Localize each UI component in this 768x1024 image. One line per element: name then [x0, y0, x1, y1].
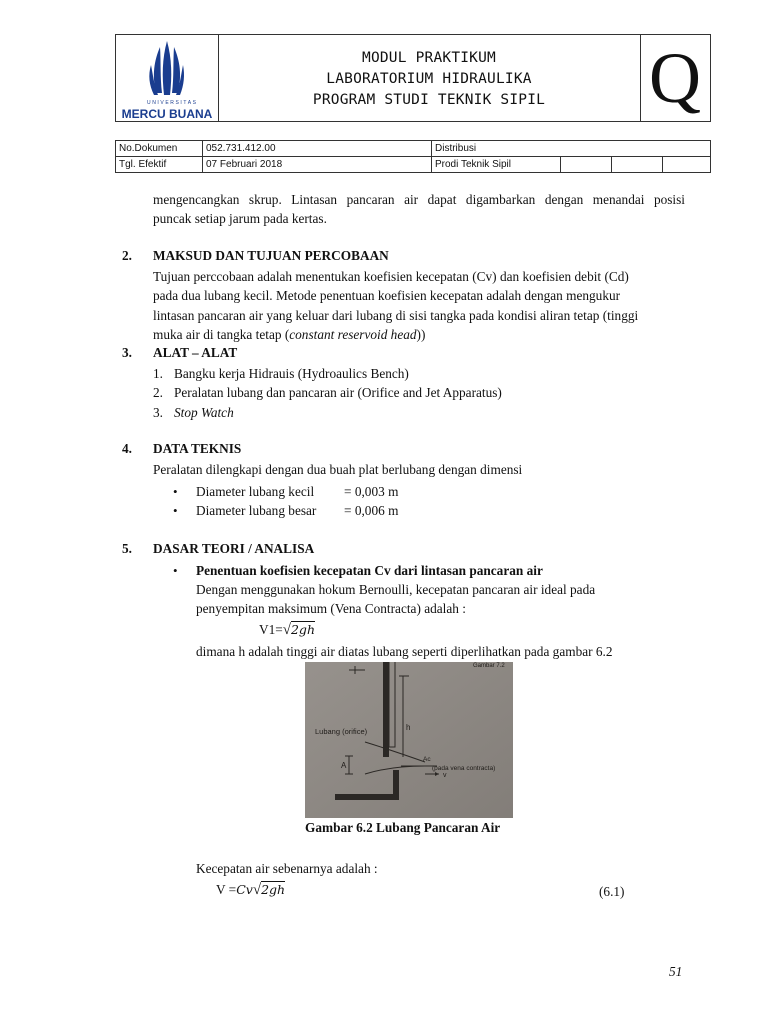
intro-line: mengencangkan skrup. Lintasan pancaran air dapat digambarkan dengan menandai posisi: [153, 192, 685, 207]
formula-rhs: 2gh: [290, 622, 315, 637]
section-3-number: 3.: [122, 345, 132, 360]
q-cell: [640, 35, 710, 121]
table-row: [116, 157, 711, 173]
section-4-title: DATA TEKNIS: [153, 441, 242, 456]
list-number: 2.: [153, 385, 163, 401]
title-line-2: LABORATORIUM HIDRAULIKA: [326, 71, 532, 87]
bullet-icon: •: [173, 484, 178, 499]
section-2-last-suffix: )): [416, 326, 426, 342]
title-line-3: PROGRAM STUDI TEKNIK SIPIL: [312, 92, 546, 108]
list-item: [153, 364, 673, 383]
table-row: [116, 141, 711, 157]
section-2-title: MAKSUD DAN TUJUAN PERCOBAAN: [153, 248, 389, 263]
equation-number: (6.1): [599, 884, 625, 899]
section-2-line: [153, 325, 693, 344]
logo-name: MERCU BUANA: [121, 107, 213, 121]
sqrt-icon: √: [282, 622, 291, 638]
section-2-line: lintasan pancaran air yang keluar dari lubang di sisi tangka pada kondisi aliran tetap (tinggi: [153, 307, 639, 323]
list-item: [173, 501, 573, 520]
section-4-number: 4.: [122, 441, 132, 456]
section-3-title: ALAT – ALAT: [153, 345, 238, 360]
orifice-figure: [305, 662, 513, 818]
distribution-label: Distribusi: [432, 141, 711, 157]
body-line: Kecepatan air sebenarnya adalah :: [196, 861, 378, 876]
section-4-intro: Peralatan dilengkapi dengan dua buah plat berlubang dengan dimensi: [153, 462, 523, 477]
section-5-body: [196, 580, 696, 619]
formula-ideal-velocity: [259, 620, 315, 640]
formula-lhs: V1=: [259, 622, 283, 637]
list-number: 3.: [153, 404, 163, 420]
intro-paragraph: [153, 190, 685, 229]
bullet-icon: •: [173, 503, 178, 519]
empty-cell: [612, 157, 663, 173]
formula-lhs: V =: [216, 882, 237, 897]
list-item: [153, 383, 673, 402]
dimension-label: Diameter lubang besar: [196, 503, 317, 519]
formula-cv: Cv: [236, 882, 253, 897]
document-header: [115, 34, 711, 122]
body-line: Dengan menggunakan hokum Bernoulli, kecepatan pancaran air ideal pada: [196, 582, 596, 597]
dimension-value: = 0,006 m: [344, 503, 399, 519]
label-ac: Ac: [423, 756, 431, 763]
section-2-number: 2.: [122, 248, 132, 263]
sqrt-icon: √: [252, 882, 262, 898]
empty-cell: [663, 157, 711, 173]
figure-caption: Gambar 6.2 Lubang Pancaran Air: [305, 820, 501, 835]
body-line: penyempitan maksimum (Vena Contracta) adalah :: [196, 601, 466, 617]
section-2-line: Tujuan perccobaan adalah menentukan koefisien kecepatan (Cv) dan koefisien debit (Cd): [153, 269, 629, 284]
logo-cell: [116, 35, 219, 121]
label-v: v: [443, 772, 447, 779]
list-item: [173, 482, 573, 501]
orifice-diagram-icon: [305, 662, 513, 818]
section-2-body: [153, 267, 693, 344]
label-top: Gambar 7.2: [473, 663, 505, 669]
label-h: h: [406, 723, 411, 732]
logo-subtitle: UNIVERSITAS: [147, 100, 198, 106]
label-vena: (pada vena contracta): [432, 765, 496, 772]
section-5-number: 5.: [122, 541, 132, 556]
doc-number-label: No.Dokumen: [116, 141, 203, 157]
intro-line: puncak setiap jarum pada kertas.: [153, 211, 327, 227]
label-a: A: [341, 761, 347, 770]
body-line: dimana h adalah tinggi air diatas lubang seperti diperlihatkan pada gambar 6.2: [196, 644, 613, 659]
page-number: 51: [669, 964, 683, 979]
module-letter: Q: [649, 38, 701, 118]
list-text: Stop Watch: [174, 404, 234, 420]
list-text: Peralatan lubang dan pancaran air (Orifice and Jet Apparatus): [174, 385, 502, 401]
formula-actual-velocity: [216, 880, 285, 900]
bullet-icon: •: [173, 563, 178, 578]
empty-cell: [561, 157, 612, 173]
title-line-1: MODUL PRAKTIKUM: [362, 50, 496, 66]
section-5-bullet: [173, 561, 693, 580]
list-number: 1.: [153, 366, 163, 381]
section-3-list: [153, 364, 673, 422]
document-info-table: [115, 140, 711, 173]
section-5-title: DASAR TEORI / ANALISA: [153, 541, 315, 556]
title-cell: [218, 35, 641, 121]
section-4-list: [173, 482, 573, 521]
bullet-title: Penentuan koefisien kecepatan Cv dari lintasan pancaran air: [196, 563, 543, 578]
section-2-line: pada dua lubang kecil. Metode penentuan koefisien kecepatan adalah dengan mengukur: [153, 288, 621, 304]
doc-number-value: 052.731.412.00: [203, 141, 432, 157]
list-text: Bangku kerja Hidrauis (Hydroaulics Bench): [174, 366, 409, 381]
effective-date-value: 07 Februari 2018: [203, 157, 432, 173]
dimension-label: Diameter lubang kecil: [196, 484, 315, 499]
section-2-last-prefix: muka air di tangka tetap (: [153, 326, 290, 342]
label-orifice: Lubang (orifice): [315, 727, 368, 736]
list-item: [153, 403, 673, 422]
effective-date-label: Tgl. Efektif: [116, 157, 203, 173]
dimension-value: = 0,003 m: [344, 484, 399, 499]
section-2-last-italic: constant reservoid head: [289, 326, 417, 342]
distribution-value: Prodi Teknik Sipil: [432, 157, 561, 173]
formula-rhs: 2gh: [261, 882, 286, 897]
